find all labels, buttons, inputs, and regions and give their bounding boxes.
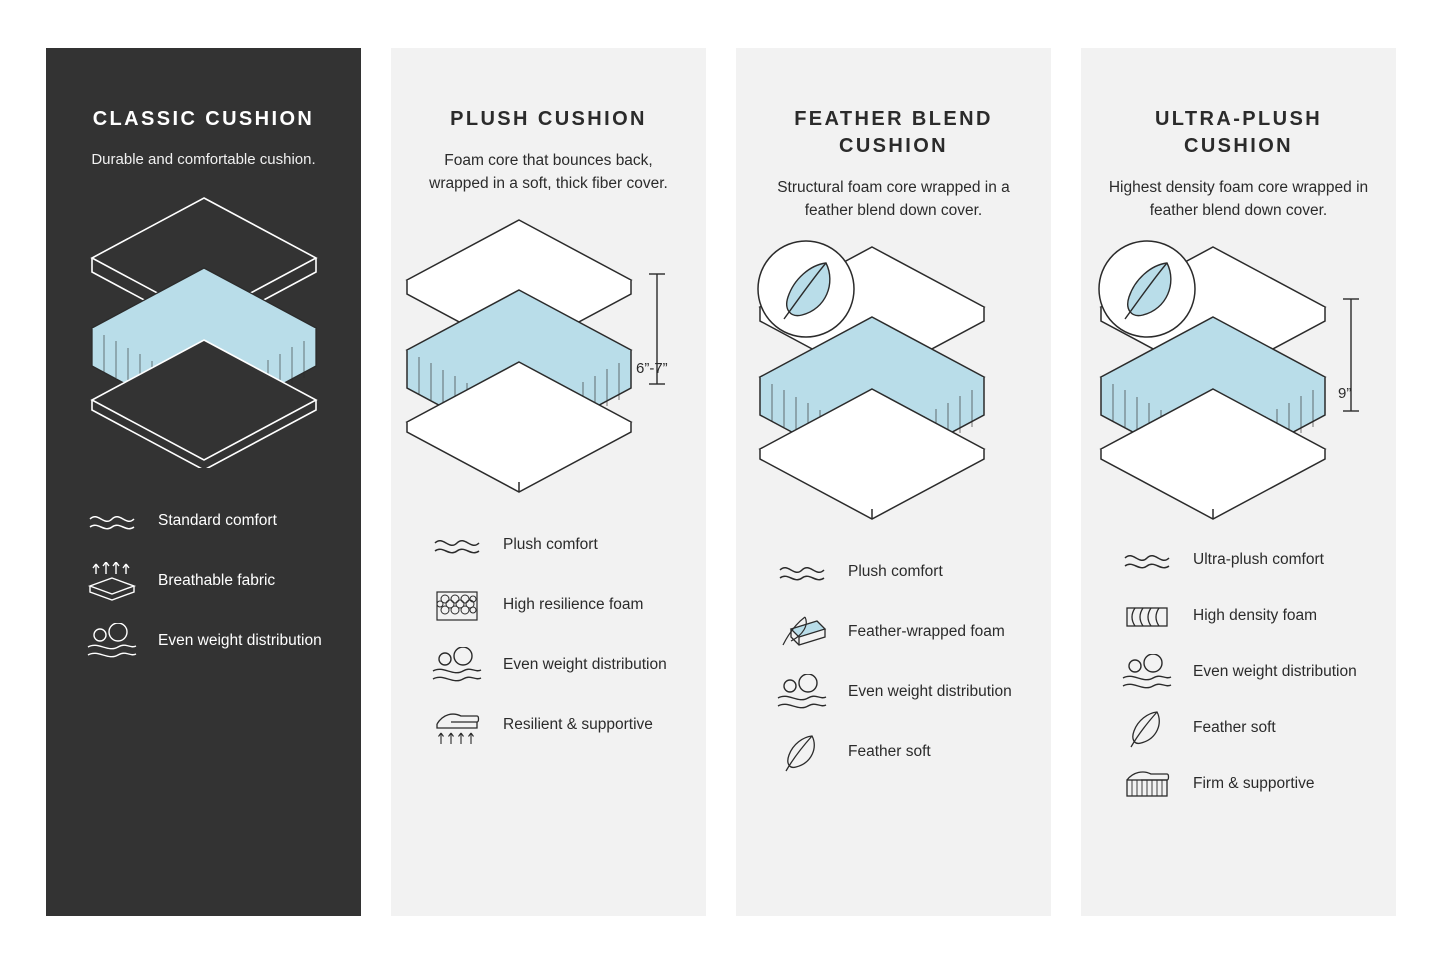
feather-icon xyxy=(1119,707,1175,751)
feather-icon xyxy=(774,731,830,775)
feature-label: Breathable fabric xyxy=(158,572,276,590)
feature-label: Even weight distribution xyxy=(503,656,667,674)
honeycomb-foam-icon xyxy=(429,586,485,626)
feature-item xyxy=(1119,701,1374,757)
feature-label: Plush comfort xyxy=(848,563,943,581)
feature-label: Feather soft xyxy=(848,743,931,761)
weight-distribution-icon xyxy=(84,623,140,661)
feature-item xyxy=(1119,645,1374,701)
card-title: FEATHER BLEND CUSHION xyxy=(794,108,993,157)
weight-distribution-icon xyxy=(1119,654,1175,692)
card-title: CLASSIC CUSHION xyxy=(92,108,315,130)
feature-item xyxy=(429,516,684,576)
exploded-cushion-diagram-feather-blend xyxy=(736,239,1051,529)
feature-label: Ultra-plush comfort xyxy=(1193,551,1324,569)
feature-label: Even weight distribution xyxy=(848,683,1012,701)
feature-item xyxy=(429,696,684,756)
feather-wrapped-foam-icon xyxy=(774,613,830,653)
card-title: PLUSH CUSHION xyxy=(450,108,647,130)
feature-item xyxy=(774,723,1029,783)
card-description: Structural foam core wrapped in a feather blend down cover. xyxy=(777,179,1010,220)
wave-icon xyxy=(429,533,485,559)
feature-label: Plush comfort xyxy=(503,536,598,554)
feature-item xyxy=(84,492,339,552)
breathable-fabric-icon xyxy=(84,562,140,602)
feature-label: Feather-wrapped foam xyxy=(848,623,1005,641)
exploded-cushion-diagram-ultra-plush xyxy=(1081,239,1396,529)
feature-label: High density foam xyxy=(1193,607,1318,625)
weight-distribution-icon xyxy=(774,674,830,712)
firm-support-icon xyxy=(1119,766,1175,804)
feature-item xyxy=(774,663,1029,723)
feature-list xyxy=(1081,533,1396,813)
feature-list xyxy=(46,492,361,672)
card-description: Foam core that bounces back, wrapped in a soft, thick fiber cover. xyxy=(429,152,668,193)
feature-label: Resilient & supportive xyxy=(503,716,653,734)
feature-item xyxy=(774,543,1029,603)
feature-item xyxy=(84,612,339,672)
card-ultra-plush-cushion xyxy=(1081,48,1396,916)
high-density-foam-icon xyxy=(1119,600,1175,634)
feature-label: Even weight distribution xyxy=(1193,663,1357,681)
card-description: Durable and comfortable cushion. xyxy=(91,151,316,168)
dimension-label: 9” xyxy=(1338,384,1352,402)
card-description: Highest density foam core wrapped in feather blend down cover. xyxy=(1108,179,1369,220)
feature-item xyxy=(429,636,684,696)
dimension-label: 6”-7” xyxy=(636,359,668,377)
feature-list xyxy=(736,543,1051,783)
wave-icon xyxy=(84,509,140,535)
exploded-cushion-diagram-plush xyxy=(391,212,706,502)
card-classic-cushion xyxy=(46,48,361,916)
feather-badge-icon xyxy=(1099,241,1195,337)
feature-label: Even weight distribution xyxy=(158,632,322,650)
card-title: ULTRA-PLUSH CUSHION xyxy=(1154,108,1323,157)
weight-distribution-icon xyxy=(429,647,485,685)
feature-item xyxy=(774,603,1029,663)
wave-icon xyxy=(774,560,830,586)
resilient-support-icon xyxy=(429,706,485,746)
card-plush-cushion xyxy=(391,48,706,916)
feature-label: Standard comfort xyxy=(158,512,277,530)
feature-item xyxy=(429,576,684,636)
feature-item xyxy=(1119,589,1374,645)
feather-badge-icon xyxy=(758,241,854,337)
feature-item xyxy=(84,552,339,612)
feature-item xyxy=(1119,757,1374,813)
card-feather-blend-cushion xyxy=(736,48,1051,916)
feature-item xyxy=(1119,533,1374,589)
wave-icon xyxy=(1119,548,1175,574)
feature-label: High resilience foam xyxy=(503,596,644,614)
feature-list xyxy=(391,516,706,756)
feature-label: Firm & supportive xyxy=(1193,775,1315,793)
exploded-cushion-diagram-classic xyxy=(46,188,361,478)
feature-label: Feather soft xyxy=(1193,719,1276,737)
